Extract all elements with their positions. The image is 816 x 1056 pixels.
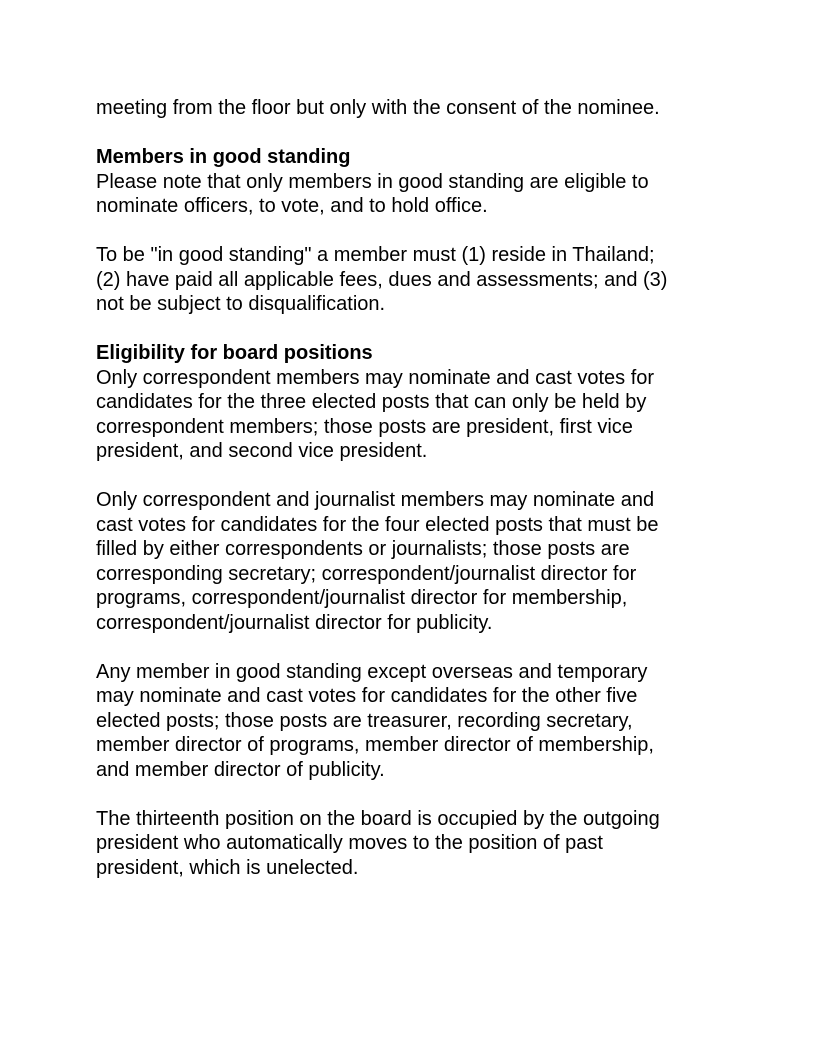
text-line: president, which is unelected.	[96, 856, 359, 879]
text-line: president who automatically moves to the position of past	[96, 832, 603, 854]
section-eligibility	[96, 341, 736, 880]
text-line: cast votes for candidates for the four elected posts that must be	[96, 513, 659, 536]
paragraph	[96, 660, 736, 783]
section-good-standing	[96, 145, 736, 317]
paragraph-gap	[96, 219, 736, 244]
intro-paragraph	[96, 96, 736, 121]
paragraph	[96, 170, 736, 219]
text-line: president, and second vice president.	[96, 440, 428, 462]
text-line: Any member in good standing except overseas and temporary	[96, 660, 648, 683]
paragraph-gap	[96, 121, 736, 146]
paragraph-gap	[96, 635, 736, 660]
paragraph	[96, 488, 736, 635]
text-line: not be subject to disqualification.	[96, 293, 386, 315]
paragraph	[96, 243, 736, 317]
text-line: programs, correspondent/journalist director for membership,	[96, 587, 628, 609]
text-line: The thirteenth position on the board is occupied by the outgoing	[96, 807, 660, 830]
section-heading: Members in good standing	[96, 146, 351, 168]
text-line: corresponding secretary; correspondent/journalist director for	[96, 562, 637, 585]
text-line: Please note that only members in good standing are eligible to	[96, 170, 649, 193]
text-line: correspondent members; those posts are president, first vice	[96, 415, 633, 438]
paragraph-gap	[96, 317, 736, 342]
text-line: member director of programs, member director of membership,	[96, 734, 654, 756]
text-line: and member director of publicity.	[96, 758, 385, 781]
section-heading: Eligibility for board positions	[96, 342, 373, 364]
document-page	[96, 96, 736, 880]
text-line: Only correspondent members may nominate and cast votes for	[96, 366, 655, 389]
text-line: filled by either correspondents or journalists; those posts are	[96, 538, 630, 560]
paragraph-gap	[96, 782, 736, 807]
paragraph	[96, 807, 736, 881]
text-line: Only correspondent and journalist members may nominate and	[96, 489, 655, 511]
text-line: (2) have paid all applicable fees, dues and assessments; and (3)	[96, 268, 668, 291]
paragraph	[96, 366, 736, 464]
text-line: elected posts; those posts are treasurer, recording secretary,	[96, 709, 633, 732]
text-line: candidates for the three elected posts that can only be held by	[96, 391, 647, 413]
text-line: correspondent/journalist director for publicity.	[96, 611, 493, 634]
text-line: may nominate and cast votes for candidates for the other five	[96, 685, 638, 707]
text-line: nominate officers, to vote, and to hold office.	[96, 195, 488, 217]
text-line: meeting from the floor but only with the consent of the nominee.	[96, 97, 660, 119]
paragraph-gap	[96, 464, 736, 489]
text-line: To be "in good standing" a member must (1) reside in Thailand;	[96, 244, 655, 266]
